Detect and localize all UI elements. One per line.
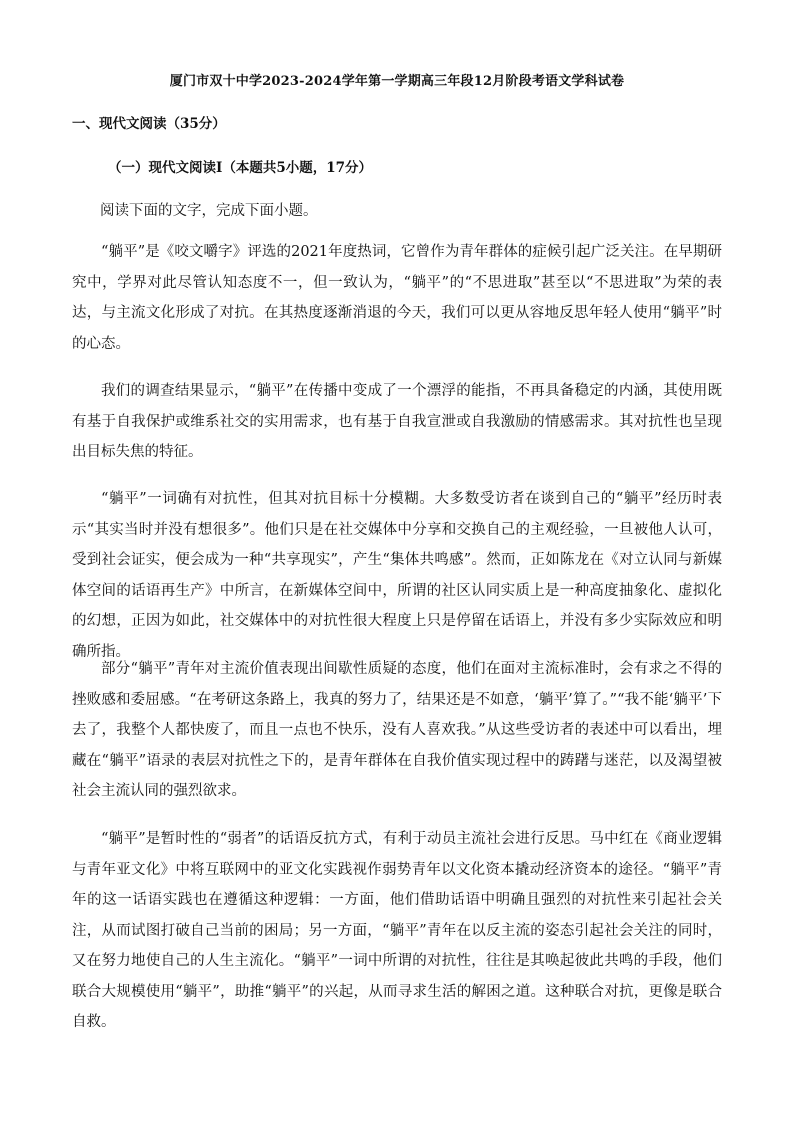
paragraph-1: “躺平”是《咬文嚼字》评选的2021年度热词，它曾作为青年群体的症候引起广泛关注。在早期研究中，学界对此尽管认知态度不一，但一致认为，“躺平”的“不思进取”甚至以“不思进取”为荣的表达，与主流文化形成了对抗。在其热度逐渐消退的今天，我们可以更从容地反思年轻人使用“躺平”时的心态。 (72, 244, 722, 352)
section-heading: 一、现代文阅读（35分） (72, 116, 226, 132)
sub-section-heading: （一）现代文阅读Ⅰ（本题共5小题，17分） (108, 160, 372, 176)
paragraph-4: 部分“躺平”青年对主流价值表现出间歇性质疑的态度，他们在面对主流标准时，会有求之不得的挫败感和委屈感。“在考研这条路上，我真的努力了，结果还是不如意，‘躺平’算了。”“我不能‘躺平’下去了，我整个人都快废了，而且一点也不快乐，没有人喜欢我。”从这些受访者的表述中可以看出，埋藏在“躺平”语录的表层对抗性之下的，是青年群体在自我价值实现过程中的踌躇与迷茫，以及渴望被社会主流认同的强烈欲求。 (72, 661, 722, 799)
reading-instruction: 阅读下面的文字，完成下面小题。 (100, 203, 318, 219)
paragraph-2: 我们的调查结果显示，“躺平”在传播中变成了一个漂浮的能指，不再具备稳定的内涵，其使用既有基于自我保护或维系社交的实用需求，也有基于自我宣泄或自我激励的情感需求。其对抗性也呈现出目标失焦的特征。 (72, 383, 722, 460)
exam-title: 厦门市双十中学2023-2024学年第一学期高三年段12月阶段考语文学科试卷 (169, 74, 625, 89)
paragraph-3: “躺平”一词确有对抗性，但其对抗目标十分模糊。大多数受访者在谈到自己的“躺平”经历时表示“其实当时并没有想很多”。他们只是在社交媒体中分享和交换自己的主观经验，一旦被他人认可，受到社会证实，便会成为一种“共享现实”，产生“集体共鸣感”。然而，正如陈龙在《对立认同与新媒体空间的话语再生产》中所言，在新媒体空间中，所谓的社区认同实质上是一种高度抽象化、虚拟化的幻想，正因为如此，社交媒体中的对抗性很大程度上只是停留在话语上，并没有多少实际效应和明确所指。 (72, 491, 722, 660)
paragraph-5: “躺平”是暂时性的“弱者”的话语反抗方式，有利于动员主流社会进行反思。马中红在《商业逻辑与青年亚文化》中将互联网中的亚文化实践视作弱势青年以文化资本撬动经济资本的途径。“躺平”青年的这一话语实践也在遵循这种逻辑：一方面，他们借助话语中明确且强烈的对抗性来引起社会关注，从而试图打破自己当前的困局；另一方面，“躺平”青年在以反主流的姿态引起社会关注的同时，又在努力地使自己的人生主流化。“躺平”一词中所谓的对抗性，往往是其唤起彼此共鸣的手段，他们联合大规模使用“躺平”，助推“躺平”的兴起，从而寻求生活的解困之道。这种联合对抗，更像是联合自救。 (72, 831, 722, 1030)
